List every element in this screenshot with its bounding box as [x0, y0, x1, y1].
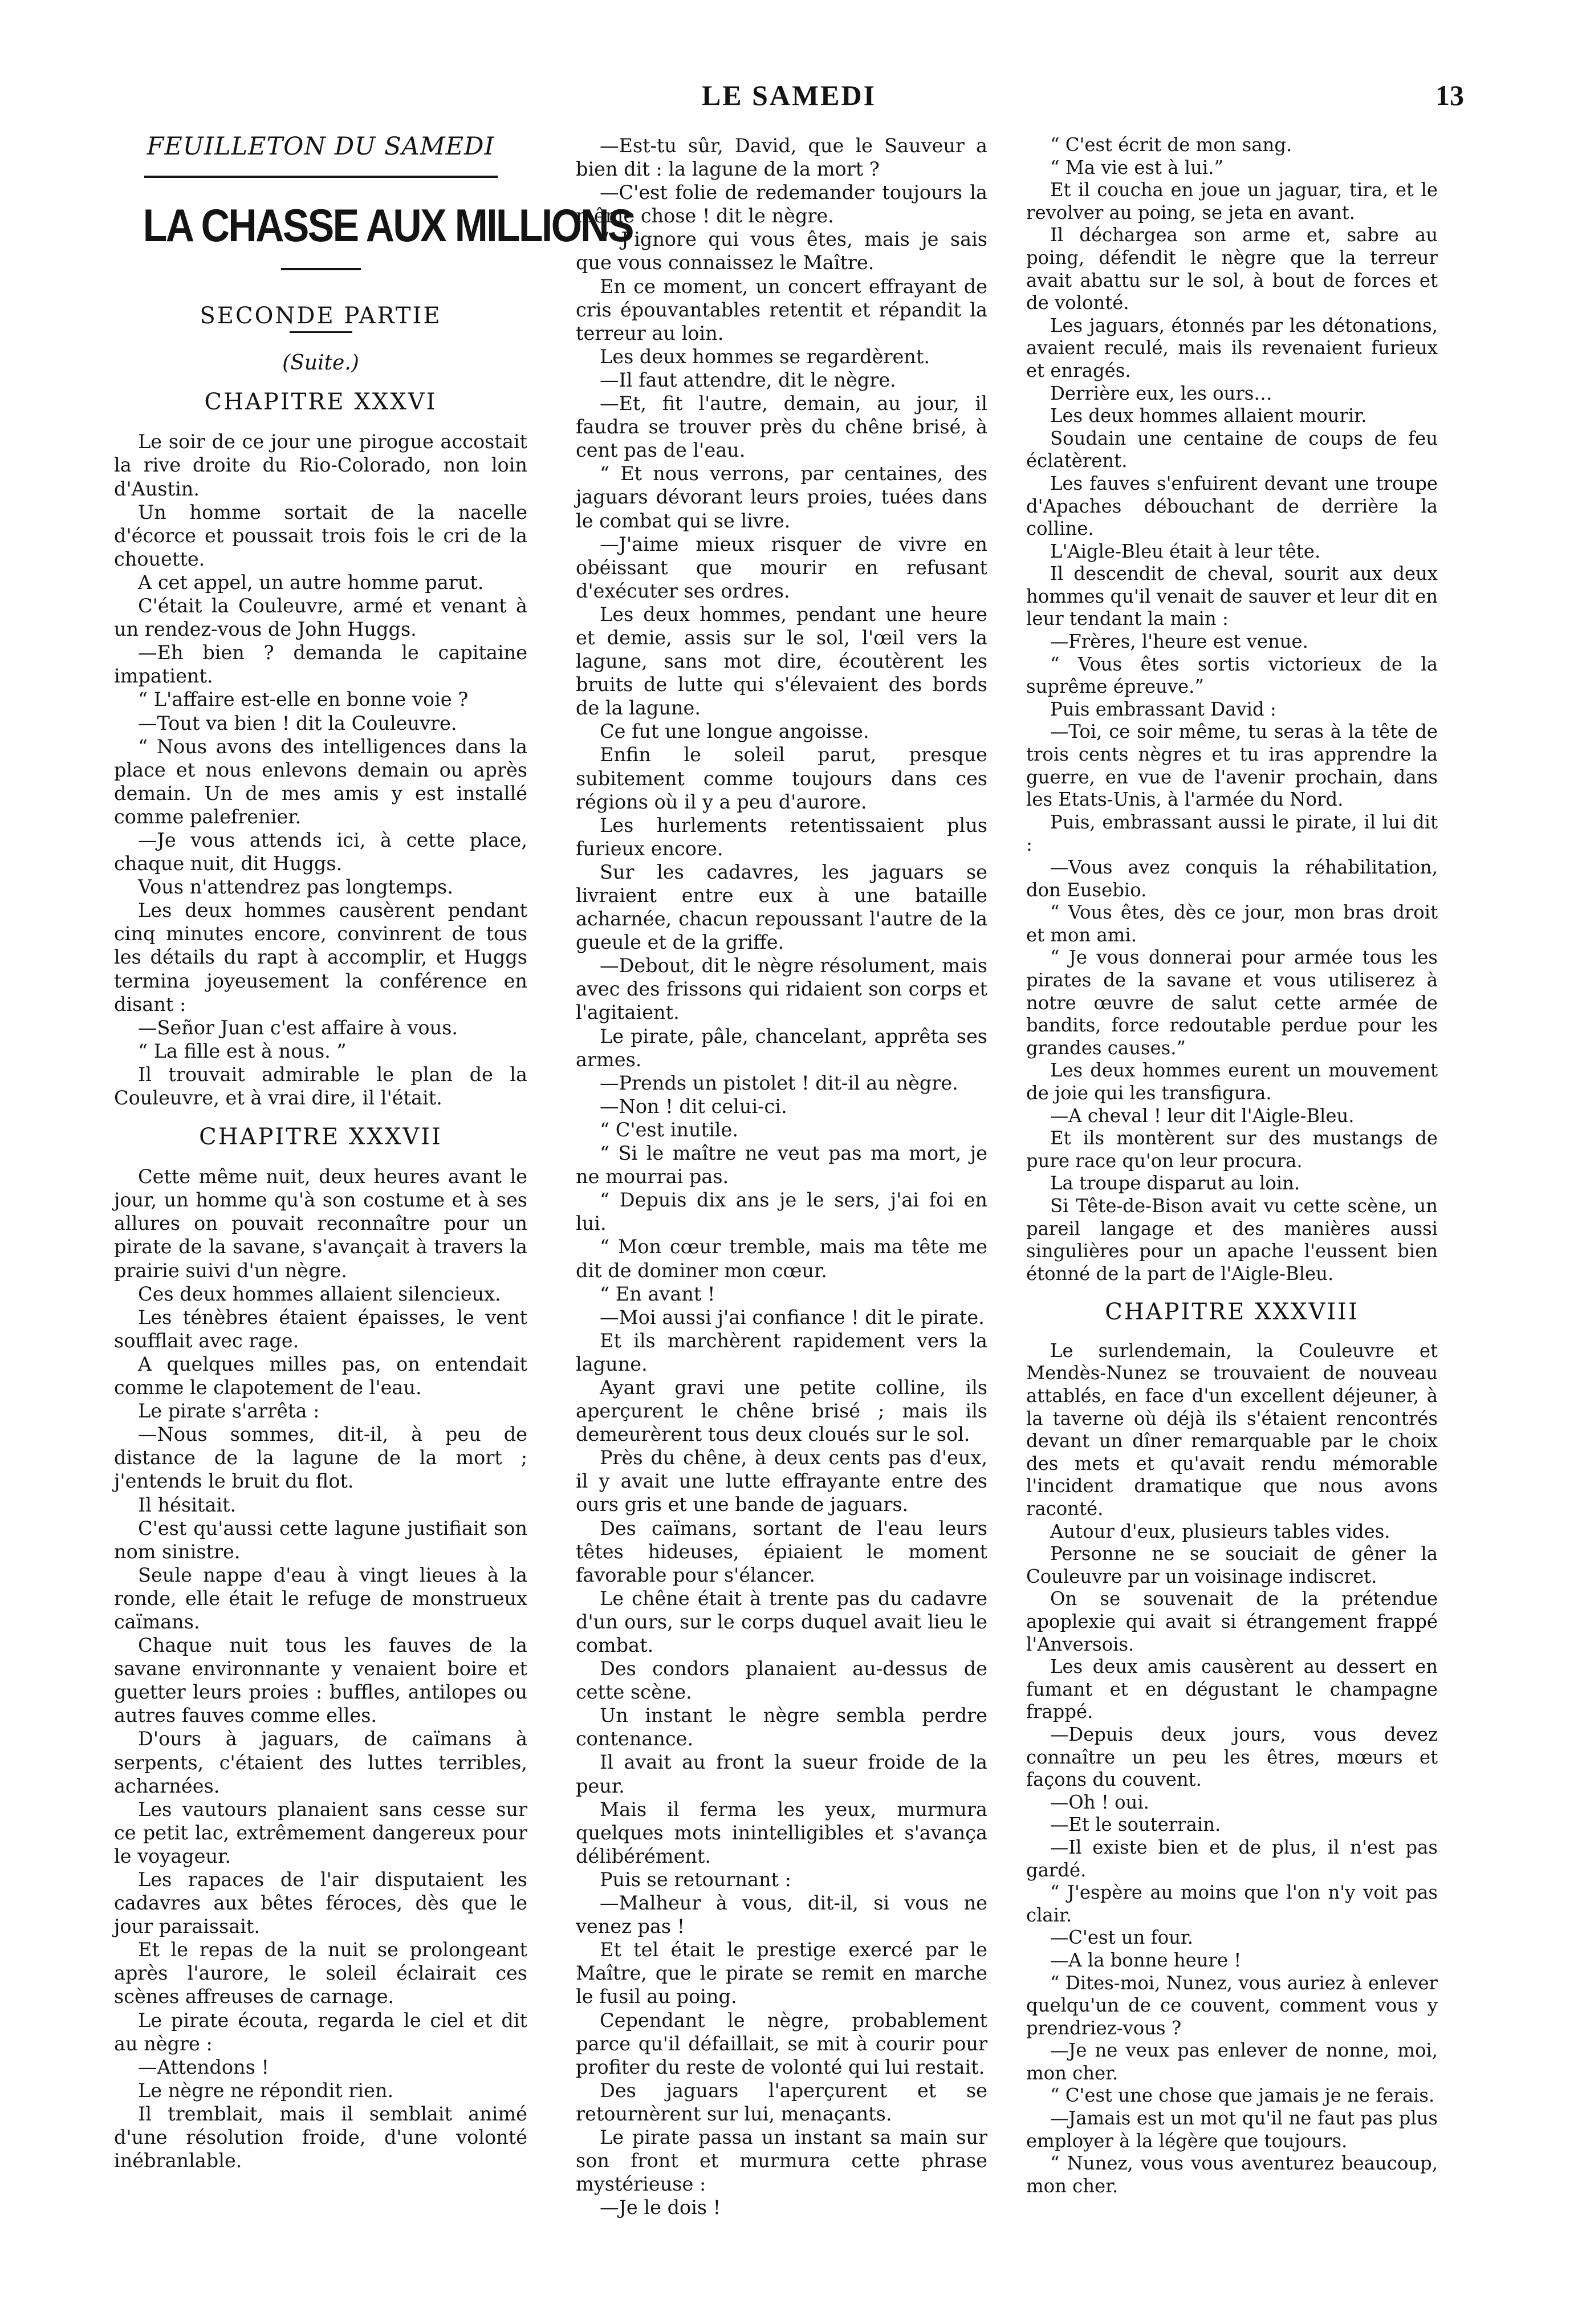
- paragraph: —Attendons !: [138, 2055, 269, 2078]
- paragraph: “ Je vous donnerai pour armée tous les pirates de la savane et vous utiliserez à notre œuvre de salut cette armée de bandits, force redoutable perdue pour les grandes causes.”: [1026, 946, 1438, 1059]
- paragraph: “ C'est inutile.: [600, 1118, 738, 1141]
- paragraph: Les deux hommes eurent un mouvement de joie qui les transfigura.: [1026, 1059, 1438, 1104]
- paragraph: Les ténèbres étaient épaisses, le vent soufflait avec rage.: [114, 1306, 527, 1352]
- serial-title: LA CHASSE AUX MILLIONS: [143, 200, 633, 252]
- paragraph: Les hurlements retentissaient plus furieux encore.: [576, 814, 987, 860]
- part-rule: [290, 331, 352, 333]
- masthead: LE SAMEDI: [701, 79, 877, 111]
- paragraph: Puis embrassant David :: [1050, 698, 1276, 720]
- paragraph: Un homme sortait de la nacelle d'écorce et poussait trois fois le cri de la chouette.: [114, 501, 527, 570]
- paragraph: Et tel était le prestige exercé par le Maître, que le pirate se remit en marche le fusil au poing.: [576, 1939, 987, 2008]
- paragraph: “ Et nous verrons, par centaines, des jaguars dévorant leurs proies, tuées dans le combat qui se livre.: [576, 462, 987, 532]
- paragraph: Les rapaces de l'air disputaient les cadavres aux bêtes féroces, dès que le jour paraissait.: [114, 1868, 527, 1938]
- paragraph: Il tremblait, mais il semblait animé d'une résolution froide, d'une volonté inébranlable.: [114, 2102, 527, 2172]
- paragraph: “ Nous avons des intelligences dans la place et nous enlevons demain ou après demain. Un de mes amis y est installé comme palefrenier.: [114, 735, 527, 828]
- paragraph: —Prends un pistolet ! dit-il au nègre.: [600, 1071, 958, 1094]
- paragraph: Seule nappe d'eau à vingt lieues à la ronde, elle était le refuge de monstrueux caïmans.: [114, 1563, 527, 1633]
- paragraph: Il hésitait.: [138, 1493, 237, 1516]
- paragraph: “ Si le maître ne veut pas ma mort, je ne mourrai pas.: [576, 1142, 987, 1188]
- paragraph: Des condors planaient au-dessus de cette scène.: [576, 1657, 987, 1704]
- chapter-title-xxxvii: CHAPITRE XXXVII: [199, 1124, 442, 1151]
- paragraph: Les deux amis causèrent au dessert en fumant et en dégustant le champagne frappé.: [1026, 1656, 1438, 1723]
- chapter-title-xxxviii: CHAPITRE XXXVIII: [1105, 1299, 1359, 1326]
- paragraph: C'est qu'aussi cette lagune justifiait son nom sinistre.: [114, 1517, 527, 1563]
- paragraph: —Frères, l'heure est venue.: [1050, 631, 1308, 653]
- paragraph: —Il faut attendre, dit le nègre.: [600, 368, 896, 391]
- paragraph: “ La fille est à nous. ”: [138, 1039, 347, 1062]
- paragraph: Les vautours planaient sans cesse sur ce petit lac, extrêmement dangereux pour le voyageur.: [114, 1798, 527, 1867]
- paragraph: Vous n'attendrez pas longtemps.: [138, 876, 453, 899]
- paragraph: —A la bonne heure !: [1050, 1949, 1242, 1971]
- paragraph: Et le repas de la nuit se prolongeant après l'aurore, le soleil éclairait ces scènes affreuses de carnage.: [114, 1939, 527, 2008]
- paragraph: Ce fut une longue angoisse.: [600, 720, 869, 743]
- column-2: [576, 134, 987, 2221]
- paragraph: —Tout va bien ! dit la Couleuvre.: [138, 712, 457, 734]
- paragraph: Ayant gravi une petite colline, ils aperçurent le chêne brisé ; mais ils demeurèrent tous deux cloués sur le sol.: [576, 1376, 987, 1446]
- paragraph: “ Dites-moi, Nunez, vous auriez à enlever quelqu'un de ce couvent, comment vous y prendriez-vous ?: [1026, 1972, 1438, 2039]
- paragraph: Autour d'eux, plusieurs tables vides.: [1050, 1520, 1390, 1542]
- paragraph: “ C'est écrit de mon sang.: [1050, 134, 1292, 156]
- paragraph: —J'aime mieux risquer de vivre en obéissant que mourir en refusant d'exécuter ses ordres.: [576, 533, 987, 602]
- paragraph: —Eh bien ? demanda le capitaine impatient.: [114, 641, 527, 688]
- paragraph: Le pirate écouta, regarda le ciel et dit au nègre :: [114, 2009, 527, 2055]
- paragraph: Derrière eux, les ours…: [1050, 382, 1272, 404]
- chapter-xxxvii-continued-text: [576, 134, 987, 2219]
- paragraph: Des jaguars l'aperçurent et se retournèrent sur lui, menaçants.: [576, 2079, 987, 2125]
- paragraph: L'Aigle-Bleu était à leur tête.: [1050, 540, 1321, 562]
- paragraph: —Non ! dit celui-ci.: [600, 1095, 787, 1118]
- paragraph: Il déchargea son arme et, sabre au poing, défendit le nègre que la terreur avait abattu sur le sol, à bout de forces et de volonté.: [1026, 224, 1438, 314]
- paragraph: Et ils montèrent sur des mustangs de pure race qu'on leur procura.: [1026, 1127, 1438, 1172]
- paragraph: —Jamais est un mot qu'il ne faut pas plus employer à la légère que toujours.: [1026, 2107, 1438, 2152]
- title-rule-bottom: [281, 268, 361, 270]
- paragraph: Les jaguars, étonnés par les détonations, avaient reculé, mais ils revenaient furieux et enragés.: [1026, 314, 1438, 381]
- chapter-xxxviii-text: [1026, 1340, 1438, 2198]
- paragraph: “ Nunez, vous vous aventurez beaucoup, mon cher.: [1026, 2152, 1438, 2197]
- paragraph: “ Depuis dix ans je le sers, j'ai foi en lui.: [576, 1189, 987, 1235]
- paragraph: “ J'espère au moins que l'on n'y voit pas clair.: [1026, 1882, 1438, 1926]
- column-1: [114, 132, 633, 2221]
- paragraph: “ C'est une chose que jamais je ne ferais.: [1050, 2085, 1435, 2107]
- paragraph: Ces deux hommes allaient silencieux.: [138, 1282, 501, 1305]
- paragraph: A quelques milles pas, on entendait comme le clapotement de l'eau.: [114, 1352, 527, 1399]
- paragraph: “ J'ignore qui vous êtes, mais je sais que vous connaissez le Maître.: [576, 228, 987, 274]
- paragraph: —Depuis deux jours, vous devez connaître un peu les êtres, mœurs et façons du couvent.: [1026, 1723, 1438, 1791]
- paragraph: —Moi aussi j'ai confiance ! dit le pirate.: [600, 1306, 985, 1328]
- paragraph: Les deux hommes se regardèrent.: [600, 345, 930, 368]
- paragraph: —Nous sommes, dit-il, à peu de distance de la lagune de la mort ; j'entends le bruit du flot.: [114, 1423, 527, 1493]
- column-3: [1026, 134, 1438, 2221]
- paragraph: Les deux hommes allaient mourir.: [1050, 405, 1367, 427]
- paragraph: “ En avant !: [600, 1282, 715, 1305]
- paragraph: Sur les cadavres, les jaguars se livraient entre eux à une bataille acharnée, chacun repoussant l'autre de la gueule et de la griffe.: [576, 860, 987, 954]
- paragraph: Près du chêne, à deux cents pas d'eux, il y avait une lutte effrayante entre des ours gris et une bande de jaguars.: [576, 1447, 987, 1516]
- page-number: 13: [1435, 79, 1464, 111]
- paragraph: Personne ne se souciait de gêner la Couleuvre par un voisinage indiscret.: [1026, 1543, 1438, 1587]
- paragraph: “ Vous êtes, dès ce jour, mon bras droit et mon ami.: [1026, 901, 1438, 946]
- chapter-xxxvii-text: [114, 1165, 527, 2172]
- paragraph: —Señor Juan c'est affaire à vous.: [138, 1016, 458, 1039]
- paragraph: Le pirate s'arrêta :: [138, 1400, 320, 1423]
- paragraph: Soudain une centaine de coups de feu éclatèrent.: [1026, 427, 1438, 472]
- paragraph: Des caïmans, sortant de l'eau leurs têtes hideuses, épiaient le moment favorable pour s'élancer.: [576, 1517, 987, 1586]
- paragraph: Enfin le soleil parut, presque subitement comme toujours dans ces régions où il y a peu d'aurore.: [576, 743, 987, 813]
- part-title: SECONDE PARTIE: [200, 303, 442, 330]
- paragraph: Le pirate, pâle, chancelant, apprêta ses armes.: [576, 1025, 987, 1071]
- paragraph: —Il existe bien et de plus, il n'est pas gardé.: [1026, 1836, 1438, 1881]
- paragraph: —C'est un four.: [1050, 1927, 1194, 1949]
- chapter-xxxvii-end-text: [1026, 134, 1438, 1285]
- paragraph: —A cheval ! leur dit l'Aigle-Bleu.: [1050, 1104, 1355, 1127]
- paragraph: —Vous avez conquis la réhabilitation, don Eusebio.: [1026, 856, 1438, 901]
- paragraph: Cependant le nègre, probablement parce qu'il défaillait, se mit à courir pour profiter du reste de volonté qui lui restait.: [576, 2009, 987, 2078]
- paragraph: Mais il ferma les yeux, murmura quelques mots inintelligibles et s'avança délibérément.: [576, 1798, 987, 1867]
- paragraph: —Debout, dit le nègre résolument, mais avec des frissons qui ridaient son corps et l'agitaient.: [576, 954, 987, 1024]
- paragraph: Le soir de ce jour une pirogue accostait la rive droite du Rio-Colorado, non loin d'Austin.: [114, 430, 527, 500]
- paragraph: “ Ma vie est à lui.”: [1050, 156, 1224, 178]
- paragraph: Puis se retournant :: [600, 1868, 791, 1891]
- suite-label: (Suite.): [282, 351, 359, 375]
- paragraph: Les deux hommes, pendant une heure et demie, assis sur le sol, l'œil vers la lagune, sans mot dire, écoutèrent les bruits de lutte qui s'élevaient des bords de la lagune.: [576, 603, 987, 720]
- paragraph: “ L'affaire est-elle en bonne voie ?: [138, 688, 469, 711]
- paragraph: Les fauves s'enfuirent devant une troupe d'Apaches débouchant de derrière la colline.: [1026, 472, 1438, 540]
- paragraph: —Je le dois !: [600, 2196, 721, 2219]
- paragraph: —Oh ! oui.: [1050, 1791, 1149, 1813]
- chapter-xxxvi-text: [114, 430, 527, 1110]
- paragraph: —Et, fit l'autre, demain, au jour, il faudra se trouver près du chêne brisé, à cent pas de l'eau.: [576, 392, 987, 462]
- paragraph: Cette même nuit, deux heures avant le jour, un homme qu'à son costume et à ses allures on pouvait reconnaître pour un pirate de la savane, s'avançait à travers la prairie suivi d'un nègre.: [114, 1165, 527, 1282]
- paragraph: C'était la Couleuvre, armé et venant à un rendez-vous de John Huggs.: [114, 595, 527, 641]
- paragraph: —Je ne veux pas enlever de nonne, moi, mon cher.: [1026, 2039, 1438, 2084]
- paragraph: Le pirate passa un instant sa main sur son front et murmura cette phrase mystérieuse :: [576, 2126, 987, 2196]
- page-header: [114, 79, 1464, 124]
- paragraph: Le chêne était à trente pas du cadavre d'un ours, sur le corps duquel avait lieu le combat.: [576, 1587, 987, 1656]
- paragraph: La troupe disparut au loin.: [1050, 1172, 1300, 1194]
- paragraph: “ Mon cœur tremble, mais ma tête me dit de dominer mon cœur.: [576, 1236, 987, 1282]
- paragraph: Il trouvait admirable le plan de la Couleuvre, et à vrai dire, il l'était.: [114, 1063, 527, 1109]
- paragraph: Le surlendemain, la Couleuvre et Mendès-Nunez se trouvaient de nouveau attablés, en face d'un excellent déjeuner, à la taverne où déjà ils s'étaient rencontrés devant un dîner remarquable par le choix des mets et qu'avait rendu mémorable l'incident dramatique que nous avons raconté.: [1026, 1339, 1438, 1520]
- paragraph: “ Vous êtes sortis victorieux de la suprême épreuve.”: [1026, 653, 1438, 698]
- paragraph: —Toi, ce soir même, tu seras à la tête de trois cents nègres et tu iras apprendre la guerre, en vue de l'avenir prochain, dans les Etats-Unis, à l'armée du Nord.: [1026, 721, 1438, 811]
- paragraph: A cet appel, un autre homme parut.: [138, 571, 484, 594]
- paragraph: Puis, embrassant aussi le pirate, il lui dit :: [1026, 811, 1438, 856]
- paragraph: Il avait au front la sueur froide de la peur.: [576, 1751, 987, 1797]
- paragraph: —Et le souterrain.: [1050, 1814, 1221, 1836]
- paragraph: Il descendit de cheval, sourit aux deux hommes qu'il venait de sauver et leur dit en leur tendant la main :: [1026, 563, 1438, 630]
- paragraph: Et il coucha en joue un jaguar, tira, et le revolver au poing, se jeta en avant.: [1026, 179, 1438, 224]
- paragraph: —Est-tu sûr, David, que le Sauveur a bien dit : la lagune de la mort ?: [576, 135, 987, 181]
- paragraph: Le nègre ne répondit rien.: [138, 2079, 394, 2102]
- paragraph: D'ours à jaguars, de caïmans à serpents, c'étaient des luttes terribles, acharnées.: [114, 1728, 527, 1797]
- paragraph: —C'est folie de redemander toujours la même chose ! dit le nègre.: [576, 181, 987, 227]
- paragraph: Chaque nuit tous les fauves de la savane environnante y venaient boire et guetter leurs proies : buffles, antilopes ou autres fauves comme elles.: [114, 1634, 527, 1727]
- paragraph: Et ils marchèrent rapidement vers la lagune.: [576, 1329, 987, 1375]
- paragraph: En ce moment, un concert effrayant de cris épouvantables retentit et répandit la terreur au loin.: [576, 275, 987, 344]
- paragraph: Un instant le nègre sembla perdre contenance.: [576, 1704, 987, 1750]
- paragraph: Si Tête-de-Bison avait vu cette scène, un pareil langage et des manières aussi singulières pour un apache l'eussent bien étonné de la part de l'Aigle-Bleu.: [1026, 1194, 1438, 1285]
- title-rule-top: [144, 176, 498, 178]
- paragraph: On se souvenait de la prétendue apoplexie qui avait si étrangement frappé l'Anversois.: [1026, 1588, 1438, 1655]
- chapter-title-xxxvi: CHAPITRE XXXVI: [204, 389, 437, 416]
- paragraph: Les deux hommes causèrent pendant cinq minutes encore, convinrent de tous les détails du rapt à accomplir, et Huggs termina joyeusement la conférence en disant :: [114, 899, 527, 1015]
- feuilleton-label: FEUILLETON DU SAMEDI: [147, 132, 495, 161]
- paragraph: —Je vous attends ici, à cette place, chaque nuit, dit Huggs.: [114, 828, 527, 875]
- paragraph: —Malheur à vous, dit-il, si vous ne venez pas !: [576, 1892, 987, 1938]
